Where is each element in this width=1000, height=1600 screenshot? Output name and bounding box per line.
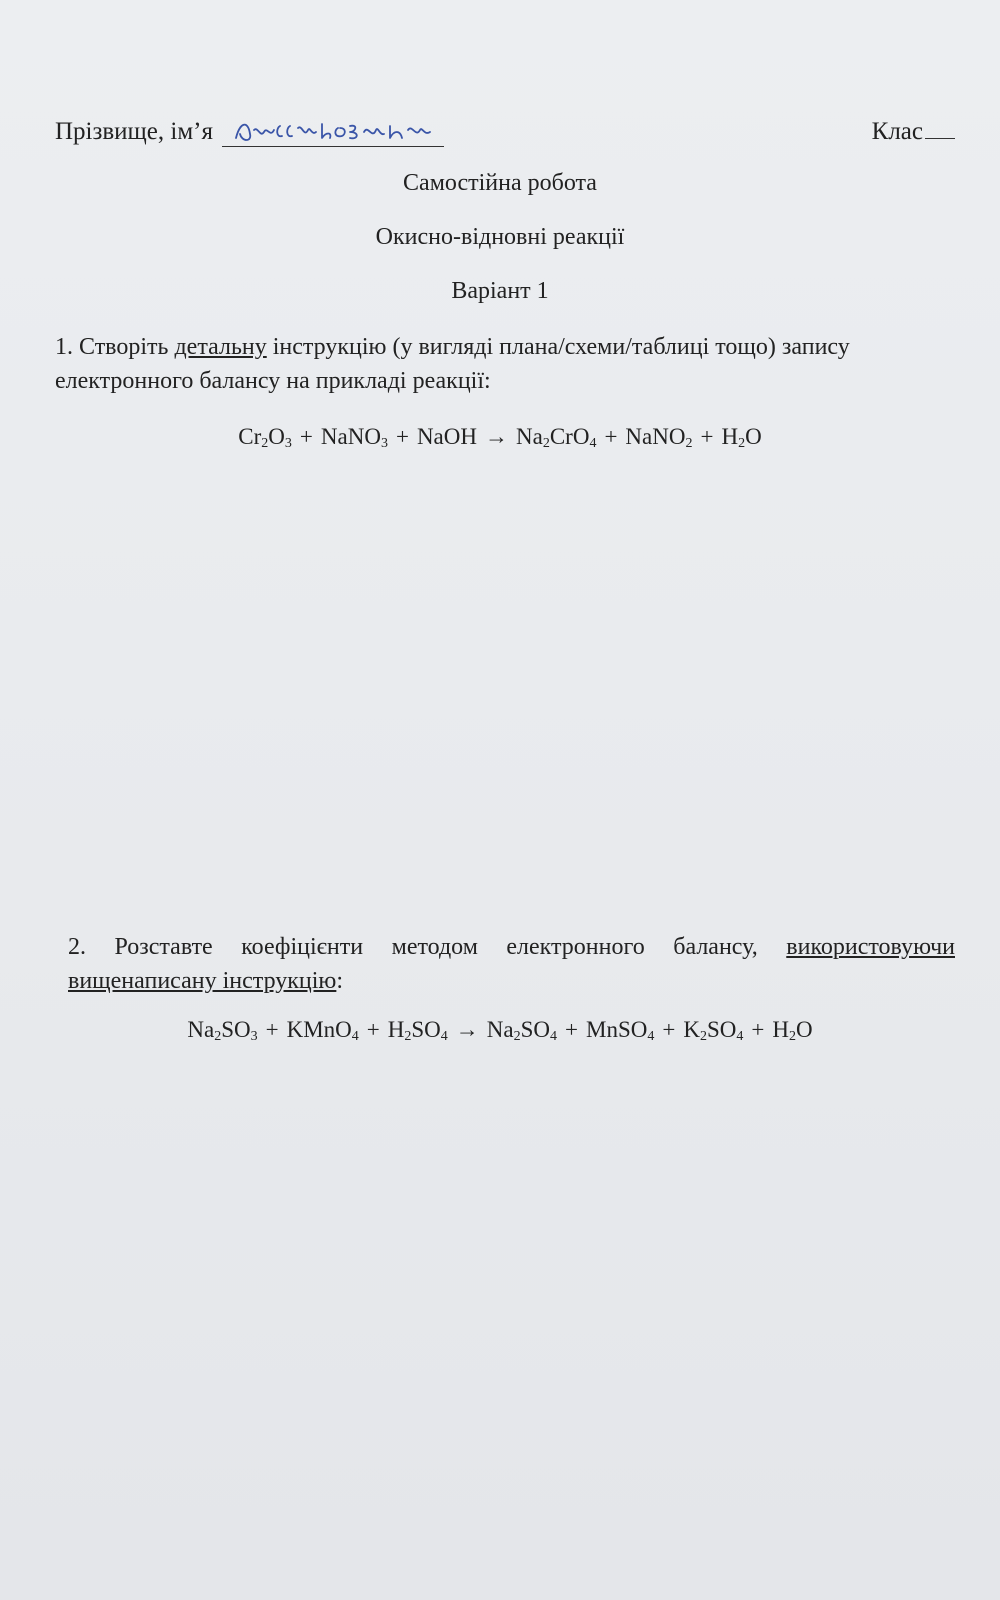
topic-title: Окисно-відновні реакції <box>375 224 625 250</box>
header-row <box>55 112 955 152</box>
chemical-formula: NaNO$_3$ <box>320 424 388 451</box>
chemical-formula: $K_2SO_4$ <box>683 1017 744 1044</box>
plus-sign: + <box>662 1017 676 1042</box>
plus-sign: + <box>751 1017 765 1042</box>
plus-sign: + <box>366 1017 380 1042</box>
task-1-equation <box>0 424 1000 450</box>
task-1-underlined-word: детальну <box>174 334 267 360</box>
chemical-formula: $Cr_2O_3$ <box>238 424 292 451</box>
plus-sign: + <box>265 1017 279 1042</box>
class-label: Клас <box>872 118 955 146</box>
chemical-formula: $Na_2CrO_4$ <box>515 424 597 451</box>
task-2-underlined-phrase: використовуючи вищенаписану інструкцію <box>68 934 955 994</box>
task-2-equation <box>0 1017 1000 1043</box>
chemical-formula: $H_2O$ <box>772 1017 813 1044</box>
plus-sign: + <box>700 424 714 449</box>
chemical-formula: $H_2O$ <box>721 424 762 451</box>
work-type-title: Самостійна робота <box>403 170 597 196</box>
plus-sign: + <box>565 1017 578 1042</box>
chemical-formula: $Na_2SO_3$ <box>187 1017 258 1044</box>
task-2-text: 2. Розставте коефіцієнти методом електронного балансу, використовуючи вищенаписану інструкцію: <box>68 934 955 994</box>
class-blank-line <box>925 118 955 139</box>
plus-sign: + <box>395 424 409 449</box>
reaction-arrow: → <box>484 424 508 449</box>
chemical-formula: MnSO$_4$ <box>586 1017 655 1044</box>
task-1-text: 1. Створіть детальну інструкцію (у вигляді плана/схеми/таблиці тощо) запису електронного балансу на прикладі реакції: <box>55 334 850 394</box>
chemical-formula: $H_2SO_4$ <box>387 1017 448 1044</box>
variant-title: Варіант 1 <box>451 278 549 304</box>
plus-sign: + <box>299 424 313 449</box>
name-label: Прізвище, ім’я <box>55 118 213 145</box>
chemical-formula: NaNO$_2$ <box>625 424 693 451</box>
chemical-formula: KMnO$_4$ <box>286 1017 359 1044</box>
handwritten-name-signature <box>230 112 450 146</box>
chemical-formula: $Na_2SO_4$ <box>486 1017 558 1044</box>
plus-sign: + <box>604 424 618 449</box>
reaction-arrow: → <box>455 1017 479 1042</box>
chemical-formula: NaOH <box>416 424 477 449</box>
